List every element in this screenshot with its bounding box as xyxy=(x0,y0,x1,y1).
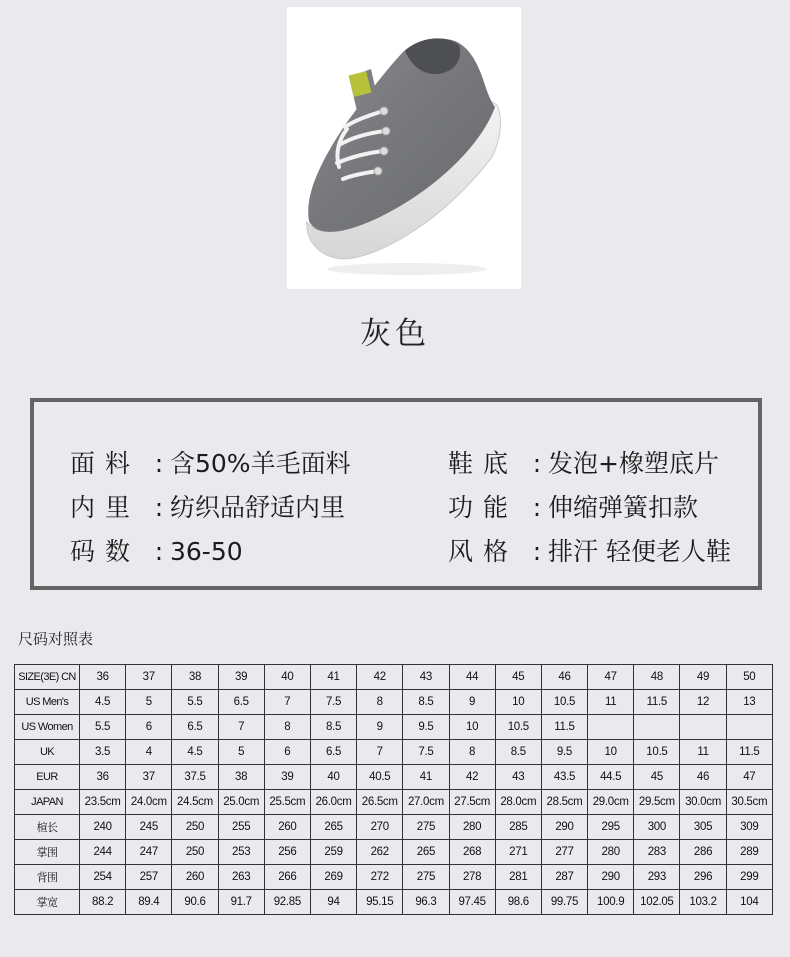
table-cell: 6.5 xyxy=(310,740,356,765)
table-cell: 283 xyxy=(634,840,680,865)
table-cell: 7.5 xyxy=(403,740,449,765)
table-cell: 290 xyxy=(588,865,634,890)
table-cell: 11.5 xyxy=(541,715,587,740)
table-cell: 43 xyxy=(495,765,541,790)
row-header-cell: 楦长 xyxy=(15,815,80,840)
table-cell: 37 xyxy=(126,765,172,790)
table-cell: 8.5 xyxy=(310,715,356,740)
table-cell: 263 xyxy=(218,865,264,890)
table-cell: 12 xyxy=(680,690,726,715)
table-cell: 38 xyxy=(172,665,218,690)
spec-panel xyxy=(30,398,762,590)
table-cell: 6.5 xyxy=(172,715,218,740)
table-row xyxy=(15,715,773,740)
table-cell: 285 xyxy=(495,815,541,840)
table-cell: 43 xyxy=(403,665,449,690)
table-cell: 10 xyxy=(449,715,495,740)
table-cell: 96.3 xyxy=(403,890,449,915)
table-cell: 28.5cm xyxy=(541,790,587,815)
table-cell: 24.0cm xyxy=(126,790,172,815)
table-row xyxy=(15,840,773,865)
table-cell: 280 xyxy=(588,840,634,865)
table-cell: 10 xyxy=(588,740,634,765)
table-cell: 89.4 xyxy=(126,890,172,915)
table-cell: 289 xyxy=(726,840,772,865)
table-cell: 99.75 xyxy=(541,890,587,915)
table-row xyxy=(15,790,773,815)
table-row xyxy=(15,740,773,765)
row-header-cell: EUR xyxy=(15,765,80,790)
table-cell: 23.5cm xyxy=(80,790,126,815)
table-cell: 102.05 xyxy=(634,890,680,915)
table-cell: 7 xyxy=(357,740,403,765)
table-cell: 8.5 xyxy=(495,740,541,765)
table-cell: 90.6 xyxy=(172,890,218,915)
table-cell: 290 xyxy=(541,815,587,840)
table-cell: 244 xyxy=(80,840,126,865)
table-cell: 11 xyxy=(680,740,726,765)
table-cell: 245 xyxy=(126,815,172,840)
row-header-cell: US Women xyxy=(15,715,80,740)
table-cell: 7.5 xyxy=(310,690,356,715)
table-cell: 4 xyxy=(126,740,172,765)
table-cell: 8.5 xyxy=(403,690,449,715)
table-cell: 265 xyxy=(403,840,449,865)
table-cell: 286 xyxy=(680,840,726,865)
table-row xyxy=(15,890,773,915)
table-cell: 255 xyxy=(218,815,264,840)
table-cell: 30.5cm xyxy=(726,790,772,815)
table-cell: 42 xyxy=(357,665,403,690)
product-image xyxy=(287,7,521,289)
table-cell: 250 xyxy=(172,840,218,865)
table-cell: 262 xyxy=(357,840,403,865)
spec-value: 纺织品舒适内里 xyxy=(170,493,346,522)
spec-colon: : xyxy=(154,493,164,522)
table-cell: 41 xyxy=(310,665,356,690)
table-cell: 6 xyxy=(264,740,310,765)
table-cell: 260 xyxy=(264,815,310,840)
table-cell: 296 xyxy=(680,865,726,890)
table-row xyxy=(15,690,773,715)
table-row xyxy=(15,815,773,840)
table-cell: 26.5cm xyxy=(357,790,403,815)
spec-function xyxy=(448,488,698,524)
table-cell: 250 xyxy=(172,815,218,840)
table-cell: 280 xyxy=(449,815,495,840)
row-header-cell: UK xyxy=(15,740,80,765)
spec-colon: : xyxy=(532,493,542,522)
size-chart-table xyxy=(14,664,773,915)
table-cell: 275 xyxy=(403,815,449,840)
table-cell xyxy=(726,715,772,740)
row-header-cell: JAPAN xyxy=(15,790,80,815)
table-cell: 10.5 xyxy=(495,715,541,740)
spec-colon: : xyxy=(532,537,542,566)
table-cell: 293 xyxy=(634,865,680,890)
table-cell: 44.5 xyxy=(588,765,634,790)
spec-colon: : xyxy=(532,449,542,478)
table-cell: 49 xyxy=(680,665,726,690)
table-cell: 36 xyxy=(80,765,126,790)
table-cell: 91.7 xyxy=(218,890,264,915)
table-cell: 257 xyxy=(126,865,172,890)
table-cell: 256 xyxy=(264,840,310,865)
table-cell: 300 xyxy=(634,815,680,840)
table-cell: 253 xyxy=(218,840,264,865)
table-cell: 299 xyxy=(726,865,772,890)
table-cell: 10.5 xyxy=(541,690,587,715)
table-cell: 9 xyxy=(357,715,403,740)
size-chart-title: 尺码对照表 xyxy=(18,630,94,648)
table-cell: 270 xyxy=(357,815,403,840)
table-cell: 7 xyxy=(264,690,310,715)
spec-label: 面料 xyxy=(70,449,141,478)
spec-value: 36-50 xyxy=(170,537,243,566)
table-cell: 9.5 xyxy=(541,740,587,765)
row-header-cell: 掌围 xyxy=(15,840,80,865)
table-cell: 24.5cm xyxy=(172,790,218,815)
table-cell: 36 xyxy=(80,665,126,690)
table-cell: 268 xyxy=(449,840,495,865)
table-cell: 4.5 xyxy=(172,740,218,765)
row-header-cell: SIZE(3E) CN xyxy=(15,665,80,690)
table-cell xyxy=(680,715,726,740)
table-cell: 295 xyxy=(588,815,634,840)
table-cell: 37 xyxy=(126,665,172,690)
row-header-cell: 背围 xyxy=(15,865,80,890)
color-caption: 灰色 xyxy=(360,316,430,352)
table-cell: 40.5 xyxy=(357,765,403,790)
table-cell: 30.0cm xyxy=(680,790,726,815)
table-cell: 88.2 xyxy=(80,890,126,915)
spec-material xyxy=(70,444,351,480)
spec-colon: : xyxy=(154,537,164,566)
table-cell: 104 xyxy=(726,890,772,915)
table-cell: 11.5 xyxy=(726,740,772,765)
table-cell: 45 xyxy=(495,665,541,690)
table-cell: 29.0cm xyxy=(588,790,634,815)
spec-colon: : xyxy=(154,449,164,478)
table-cell: 47 xyxy=(726,765,772,790)
table-cell: 94 xyxy=(310,890,356,915)
table-cell: 277 xyxy=(541,840,587,865)
table-cell: 48 xyxy=(634,665,680,690)
table-row xyxy=(15,665,773,690)
table-cell: 28.0cm xyxy=(495,790,541,815)
table-row xyxy=(15,865,773,890)
table-cell: 4.5 xyxy=(80,690,126,715)
table-cell: 100.9 xyxy=(588,890,634,915)
table-cell: 254 xyxy=(80,865,126,890)
spec-value: 含50%羊毛面料 xyxy=(170,449,351,478)
table-cell: 11.5 xyxy=(634,690,680,715)
table-cell: 10 xyxy=(495,690,541,715)
table-cell: 259 xyxy=(310,840,356,865)
table-cell: 287 xyxy=(541,865,587,890)
table-cell: 260 xyxy=(172,865,218,890)
table-cell: 5.5 xyxy=(80,715,126,740)
table-cell: 37.5 xyxy=(172,765,218,790)
table-cell xyxy=(588,715,634,740)
table-row xyxy=(15,765,773,790)
table-cell: 27.5cm xyxy=(449,790,495,815)
table-cell: 44 xyxy=(449,665,495,690)
spec-label: 内里 xyxy=(70,493,141,522)
table-cell: 309 xyxy=(726,815,772,840)
table-cell: 10.5 xyxy=(634,740,680,765)
table-cell: 247 xyxy=(126,840,172,865)
spec-value: 发泡+橡塑底片 xyxy=(548,449,719,478)
table-cell: 45 xyxy=(634,765,680,790)
table-cell: 39 xyxy=(264,765,310,790)
table-cell: 97.45 xyxy=(449,890,495,915)
table-cell: 6 xyxy=(126,715,172,740)
spec-style xyxy=(448,532,731,568)
table-cell: 5 xyxy=(218,740,264,765)
table-cell: 26.0cm xyxy=(310,790,356,815)
table-cell: 95.15 xyxy=(357,890,403,915)
table-cell: 43.5 xyxy=(541,765,587,790)
table-cell: 27.0cm xyxy=(403,790,449,815)
table-cell: 265 xyxy=(310,815,356,840)
spec-label: 风格 xyxy=(448,537,519,566)
spec-label: 鞋底 xyxy=(448,449,519,478)
table-cell: 40 xyxy=(310,765,356,790)
spec-sizes xyxy=(70,532,243,568)
spec-value: 排汗 轻便老人鞋 xyxy=(548,537,731,566)
table-cell: 5 xyxy=(126,690,172,715)
table-cell: 41 xyxy=(403,765,449,790)
table-cell: 269 xyxy=(310,865,356,890)
table-cell: 103.2 xyxy=(680,890,726,915)
table-cell: 47 xyxy=(588,665,634,690)
table-cell: 305 xyxy=(680,815,726,840)
table-cell: 50 xyxy=(726,665,772,690)
table-cell: 240 xyxy=(80,815,126,840)
table-cell: 266 xyxy=(264,865,310,890)
table-cell: 7 xyxy=(218,715,264,740)
table-cell: 8 xyxy=(449,740,495,765)
table-cell: 29.5cm xyxy=(634,790,680,815)
row-header-cell: US Men's xyxy=(15,690,80,715)
table-cell: 92.85 xyxy=(264,890,310,915)
table-cell: 11 xyxy=(588,690,634,715)
table-cell: 271 xyxy=(495,840,541,865)
table-cell: 278 xyxy=(449,865,495,890)
table-cell: 3.5 xyxy=(80,740,126,765)
table-cell: 275 xyxy=(403,865,449,890)
table-cell: 281 xyxy=(495,865,541,890)
table-cell: 13 xyxy=(726,690,772,715)
spec-value: 伸缩弹簧扣款 xyxy=(548,493,699,522)
table-cell: 38 xyxy=(218,765,264,790)
spec-label: 功能 xyxy=(448,493,519,522)
table-cell: 46 xyxy=(541,665,587,690)
table-cell: 272 xyxy=(357,865,403,890)
spec-label: 码数 xyxy=(70,537,141,566)
table-cell: 98.6 xyxy=(495,890,541,915)
row-header-cell: 掌宽 xyxy=(15,890,80,915)
gray-sneaker-photo xyxy=(287,7,521,289)
table-cell: 8 xyxy=(264,715,310,740)
table-cell: 9.5 xyxy=(403,715,449,740)
table-cell: 9 xyxy=(449,690,495,715)
table-cell: 46 xyxy=(680,765,726,790)
table-cell: 40 xyxy=(264,665,310,690)
table-cell xyxy=(634,715,680,740)
table-cell: 42 xyxy=(449,765,495,790)
table-cell: 39 xyxy=(218,665,264,690)
table-cell: 5.5 xyxy=(172,690,218,715)
table-cell: 6.5 xyxy=(218,690,264,715)
spec-sole xyxy=(448,444,719,480)
table-cell: 25.0cm xyxy=(218,790,264,815)
table-cell: 8 xyxy=(357,690,403,715)
table-cell: 25.5cm xyxy=(264,790,310,815)
spec-lining xyxy=(70,488,345,524)
